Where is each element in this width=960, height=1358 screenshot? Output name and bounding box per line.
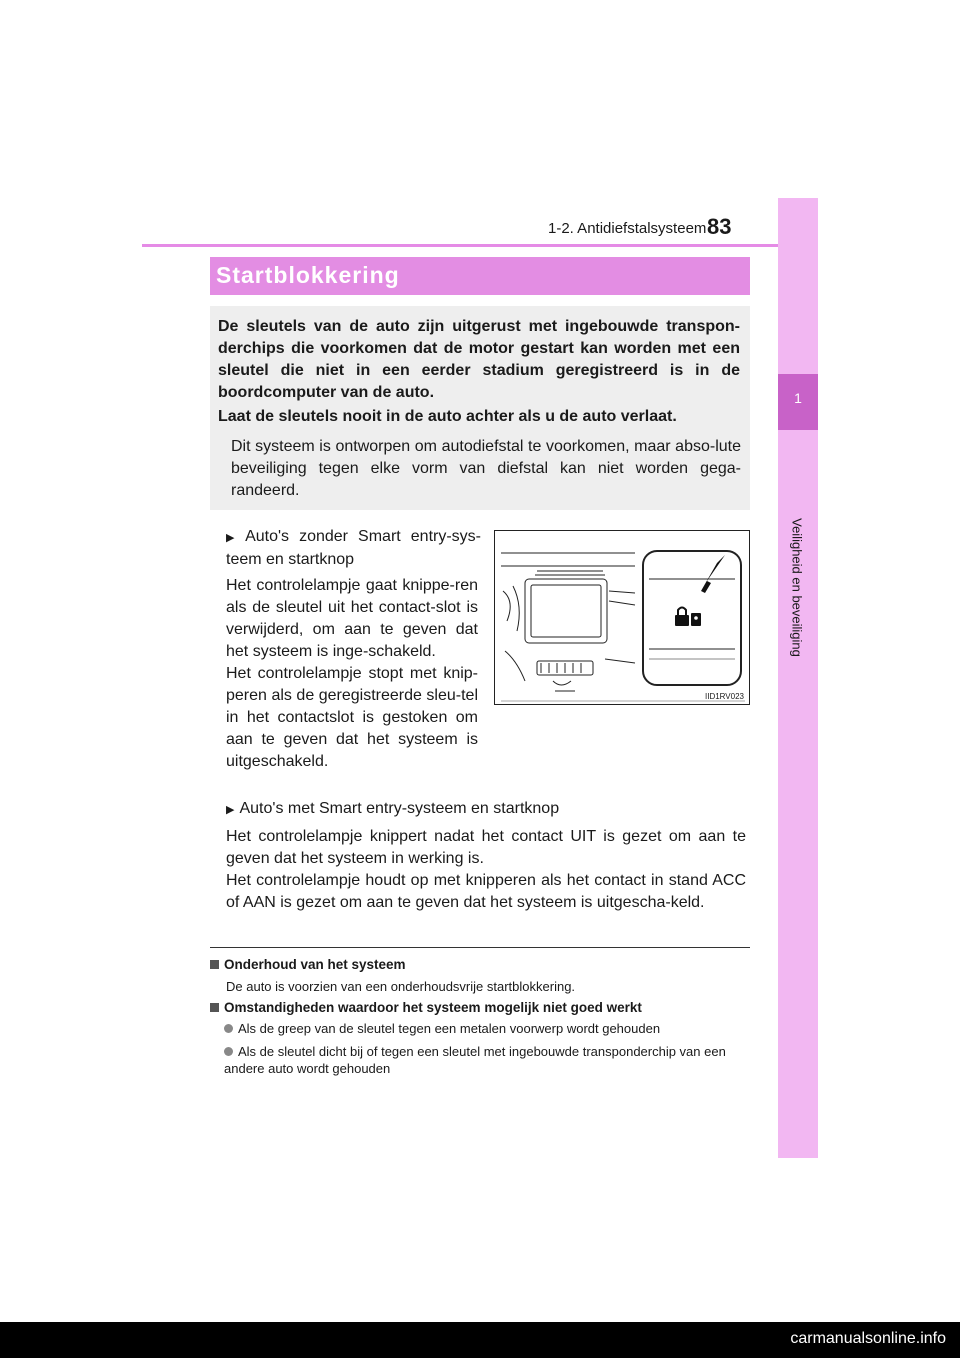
note1-heading: Onderhoud van het systeem: [210, 957, 406, 972]
footer-watermark[interactable]: carmanualsonline.info: [790, 1330, 946, 1347]
chapter-label: Veiligheid en beveiliging: [789, 518, 805, 657]
section1-heading: ▶ Auto's zonder Smart entry-sys-teem en startknop: [226, 528, 481, 568]
intro-disclaimer: Dit systeem is ontworpen om autodiefstal te voorkomen, maar abso-lute beveiliging tegen elke vorm van diefstal kan niet worden gega-randeerd.: [231, 438, 741, 499]
section1-body: Het controlelampje gaat knippe-ren als de sleutel uit het contact-slot is verwijderd, om aan te geven dat het systeem is inge-schakeld. Het controlelampje stopt met knip-peren als de geregistreerde sleu-tel in het contactslot is gestoken om aan te geven dat het systeem is uitgeschakeld.: [226, 577, 478, 770]
lock-indicator-icon: [675, 608, 701, 627]
chapter-side-tab: [778, 198, 818, 1158]
circle-bullet-icon: [224, 1047, 233, 1056]
note2-heading: Omstandigheden waardoor het systeem mogelijk niet goed werkt: [210, 1000, 642, 1015]
square-bullet-icon: [210, 960, 219, 969]
note1-body: De auto is voorzien van een onderhoudsvrije startblokkering.: [226, 979, 576, 994]
triangle-bullet-icon: ▶: [226, 532, 241, 544]
note2-item: Als de greep van de sleutel tegen een metalen voorwerp wordt gehouden: [210, 1020, 764, 1037]
section2-body: Het controlelampje knippert nadat het contact UIT is gezet om aan te geven dat het systeem in werking is. Het controlelampje houdt op met knipperen als het contact in stand ACC of AAN is gezet om aan te geven dat het systeem is uitgescha-keld.: [226, 828, 746, 911]
dashboard-drawing: [495, 531, 751, 706]
triangle-bullet-icon: ▶: [226, 804, 235, 816]
chapter-number: 1: [794, 390, 802, 406]
note2-item: Als de sleutel dicht bij of tegen een sleutel met ingebouwde transponderchip van een andere auto wordt gehouden: [224, 1044, 726, 1076]
page-number: 83: [707, 214, 732, 239]
section-title: 1-2. Antidiefstalsysteem: [548, 220, 707, 237]
square-bullet-icon: [210, 1003, 219, 1012]
section2-heading: ▶ Auto's met Smart entry-systeem en startknop: [226, 800, 560, 817]
intro-warning: Laat de sleutels nooit in de auto achter als u de auto verlaat.: [218, 408, 677, 425]
illustration-code: IID1RV023: [705, 692, 744, 701]
page-title: Startblokkering: [216, 262, 400, 288]
notes-separator: [210, 947, 750, 948]
header-rule: [142, 244, 818, 247]
dashboard-illustration: [494, 530, 750, 705]
intro-paragraph: De sleutels van de auto zijn uitgerust met ingebouwde transpon-derchips die voorkomen dat de motor gestart kan worden met een sleutel die niet in een eerder stadium geregistreerd is in de boordcomputer van de auto.: [218, 318, 740, 401]
circle-bullet-icon: [224, 1024, 233, 1033]
